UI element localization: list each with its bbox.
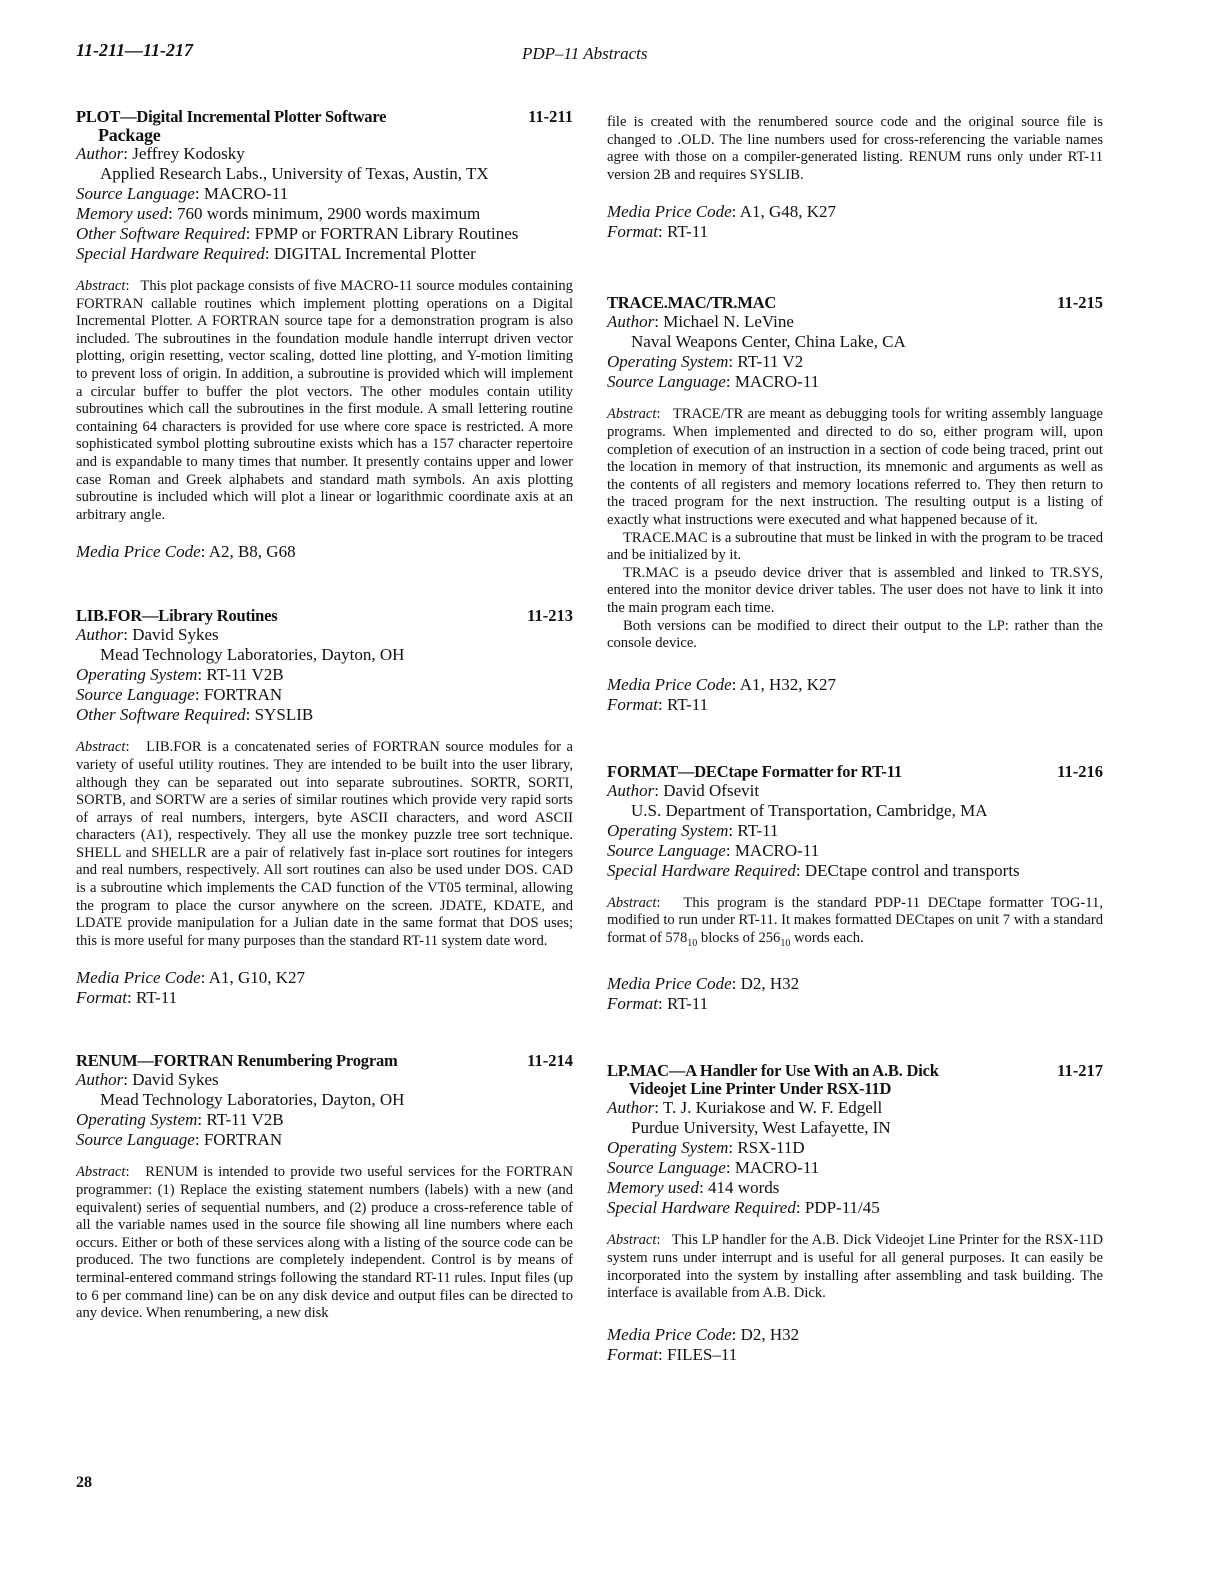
abstract-label: Abstract (607, 406, 657, 423)
special-hardware-label: Special Hardware Required (607, 1198, 796, 1218)
author-value: David Sykes (132, 1070, 219, 1090)
special-hardware-value: PDP-11/45 (804, 1198, 880, 1218)
media-label: Media Price Code (76, 968, 201, 988)
media-price-code: Media Price Code: A1, G48, K27 (607, 202, 837, 222)
entry-meta: Author: Jeffrey Kodosky Applied Research Labs., University of Texas, Austin, TX Source Language: MACRO-11 Memory used: 760 words minimum, 2900 words maximum Other Software Required: FPMP or FORTRAN Library Routines Special Hardware Required: DIGITAL Incremental Plotter (76, 144, 573, 264)
media-price-code: Media Price Code: A1, H32, K27 (607, 674, 837, 694)
format: Format: RT-11 (607, 994, 709, 1014)
format-label: Format (607, 222, 658, 242)
affiliation: U.S. Department of Transportation, Cambridge, MA (631, 800, 988, 820)
abstract-text: LIB.FOR is a concatenated series of FORTRAN source modules for a variety of useful utility routines. They are intended to be built into the user library, although they can be separated out into separate subroutines. SORTR, SORTI, SORTB, and SORTW are a series of similar routines which provide very rapid sorts of arrays of real numbers, intergers, byte ASCII characters, and word ASCII characters (A1), respectively. They all use the monkey puzzle tree sort technique. SHELL and SHELLR are a pair of relatively fast in-place sort routines for integers and real numbers, respectively. All sort routines can also be used under DOS. CAD is a subroutine which implements the CAD function of the VT05 terminal, allowing the program to place the cursor anywhere on the screen. JDATE, KDATE, and LDATE provide manipulation for a Julian date in the same format that DOS uses; this is more useful for many purposes than the standard RT-11 system date word. (76, 739, 574, 949)
format-label: Format (607, 1344, 658, 1364)
abstract-label: Abstract (76, 278, 126, 294)
special-hardware-label: Special Hardware Required (607, 860, 796, 880)
media-price-code: Media Price Code: A1, G10, K27 (76, 968, 306, 988)
format-value: RT-11 (666, 694, 709, 714)
operating-system-label: Operating System (76, 665, 198, 685)
memory-used-label: Memory used (76, 204, 169, 223)
running-header-title: PDP–11 Abstracts (522, 44, 648, 63)
source-language-label: Source Language (607, 1158, 726, 1178)
special-hardware-value: DECtape control and transports (804, 860, 1020, 880)
media-label: Media Price Code (607, 674, 732, 694)
entry-number: 11-216 (1057, 761, 1103, 781)
operating-system-value: RT-11 (737, 820, 779, 840)
subscript-base: 10 (780, 937, 791, 949)
entry-meta: Author: David Sykes Mead Technology Laboratories, Dayton, OH Operating System: RT-11 V2B Source Language: FORTRAN (76, 1070, 573, 1150)
source-language-value: MACRO-11 (734, 372, 820, 392)
entry-number: 11-213 (527, 606, 573, 626)
media-value: D2, H32 (740, 974, 800, 994)
operating-system-value: RT-11 V2B (206, 1110, 284, 1130)
author-value: Michael N. LeVine (663, 312, 794, 332)
abstract: Abstract: This LP handler for the A.B. Dick Videojet Line Printer for the RSX-11D system runs under interrupt and is useful for all general purposes. It can easily be incorporated into the system by installing after assembling and task building. The interface is available from A.B. Dick. (607, 1232, 1103, 1302)
media-label: Media Price Code (607, 974, 732, 994)
entry-title-line1: PLOT—Digital Incremental Plotter Software (76, 107, 387, 126)
entry-11-214-continued (607, 114, 1103, 242)
entry-number: 11-217 (1057, 1061, 1103, 1081)
abstract: Abstract: This program is the standard PDP-11 DECtape formatter TOG-11, modified to run under RT-11. It makes formatted DECtapes on unit 7 with a standard format of $578_{10}$ blocks of $256_{10}$ words each. (607, 894, 1103, 949)
entry-title (607, 1062, 939, 1098)
entry-meta: Author: T. J. Kuriakose and W. F. Edgell Purdue University, West Lafayette, IN Operating System: RSX-11D Source Language: MACRO-11 Memory used: 414 words Special Hardware Required: PDP-11/45 (607, 1098, 1103, 1218)
media-label: Media Price Code (607, 1324, 732, 1344)
source-language-label: Source Language (76, 184, 195, 203)
page-number: 28 (76, 1474, 92, 1491)
author-value: T. J. Kuriakose and W. F. Edgell (662, 1098, 883, 1118)
author-label: Author (76, 144, 124, 163)
other-software-label: Other Software Required (76, 705, 246, 725)
operating-system-label: Operating System (76, 1110, 198, 1130)
entry-11-211 (76, 108, 573, 562)
author-value: David Sykes (132, 625, 219, 645)
abstract-text-c: words each. (790, 929, 864, 946)
running-header-range: 11-211—11-217 (76, 40, 194, 60)
media-label: Media Price Code (76, 542, 201, 562)
format-label: Format (76, 988, 127, 1008)
media-price-code: Media Price Code: A2, B8, G68 (76, 542, 296, 562)
operating-system-value: RT-11 V2 (737, 352, 804, 372)
operating-system-value: RSX-11D (737, 1138, 805, 1158)
format-label: Format (607, 694, 658, 714)
abstract-text-b: blocks of 256 (697, 929, 781, 946)
source-language-value: MACRO-11 (734, 1158, 820, 1178)
format-value: RT-11 (666, 994, 709, 1014)
entry-11-216 (607, 763, 1103, 1015)
abstract-label: Abstract (76, 1164, 126, 1181)
media-price-code: Media Price Code: D2, H32 (607, 974, 800, 994)
abstract: Abstract: TRACE/TR are meant as debugging tools for writing assembly language programs. When implemented and directed to do so, either program will, upon completion of execution of an instruction in a section of code being traced, print out the location in memory of that instruction, its mnemonic and arguments as well as the contents of all registers and memory locations referred to. They then return to the traced program for the next instruction. The resulting output is a listing of exactly what instructions were executed and what happened because of it. TRACE.MAC is a subroutine that must be linked in with the program to be traced and be initialized by it. TR.MAC is a pseudo device driver that is assembled and linked to TR.SYS, entered into the monitor device driver tables. The user does not have to link it into the main program each time. Both versions can be modified to direct their output to the LP: rather than the console device. (607, 406, 1103, 652)
affiliation: Applied Research Labs., University of Texas, Austin, TX (100, 164, 489, 183)
abstract: Abstract: RENUM is intended to provide two useful services for the FORTRAN programmer: (1) Replace the existing statement numbers (labels) with a new (and equivalent) series of sequential numbers, and (2) produce a cross-reference table of all the variable names used in the source file showing all line numbers where each occurs. Either or both of these services along with a listing of the source code can be produced. The two functions are completely independent. Control is by means of terminal-entered command strings following the standard RT-11 rules. Input files (up to 6 per command line) can be on any disk device and output files can be directed to any device. When renumbering, a new disk (76, 1164, 573, 1322)
memory-used-label: Memory used (607, 1178, 700, 1198)
media-value: A1, H32, K27 (739, 674, 837, 694)
author-label: Author (607, 780, 655, 800)
entry-title-line2: Package (98, 125, 161, 145)
abstract-paragraph-2: TRACE.MAC is a subroutine that must be linked in with the program to be traced and be initialized by it. (607, 529, 1103, 564)
media-value: A1, G48, K27 (739, 202, 837, 222)
abstract-paragraph-4: Both versions can be modified to direct their output to the LP: rather than the console device. (607, 617, 1103, 652)
source-language-label: Source Language (607, 840, 726, 860)
author-label: Author (76, 1070, 124, 1090)
entry-meta: Author: David Sykes Mead Technology Laboratories, Dayton, OH Operating System: RT-11 V2B Source Language: FORTRAN Other Software Required: SYSLIB (76, 625, 573, 725)
other-software-label: Other Software Required (76, 224, 246, 243)
abstract-text: TRACE/TR are meant as debugging tools for writing assembly language programs. When implemented and directed to do so, either program will, upon completion of execution of an instruction in a section of code being traced, print out the location in memory of that instruction, its mnemonic and arguments as well as the contents of all registers and memory locations referred to. They then return to the traced program for the next instruction. The resulting output is a listing of exactly what instructions were executed and what happened because of it. (607, 406, 1103, 528)
special-hardware-label: Special Hardware Required (76, 244, 265, 263)
entry-title-line2: Videojet Line Printer Under RSX-11D (629, 1079, 892, 1099)
memory-used-value: 414 words (708, 1178, 780, 1198)
abstract-text: This LP handler for the A.B. Dick Videojet Line Printer for the RSX-11D system runs under interrupt and is useful for all general purposes. It can easily be incorporated into the system by installing after assembling and task building. The interface is available from A.B. Dick. (607, 1232, 1103, 1302)
abstract: Abstract: This plot package consists of five MACRO-11 source modules containing FORTRAN callable routines which implement plotting operations on a Digital Incremental Plotter. A FORTRAN source tape for a demonstration program is also included. The subroutines in the foundation module handle interrupt driven vector plotting, origin resetting, vector scaling, dotted line plotting, and Y-motion limiting to prevent loss of origin. In addition, a subroutine is provided which will implement a circular buffer to buffer the plot vectors. The other modules contain utility subroutines which call the subroutines in the first module. A small lettering routine containing 64 characters is provided for use where core space is restricted. A more sophisticated symbol plotting subroutine exists which has a 157 character repertoire and is expandable to many times that number. It presently contains upper and lower case Roman and Greek alphabets and standard math symbols. An axis plotting subroutine is included which will plot a linear or logarithmic coordinate axis at an arbitrary angle. (76, 278, 573, 523)
media-value: D2, H32 (740, 1324, 800, 1344)
abstract-text: This plot package consists of five MACRO-11 source modules containing FORTRAN callable routines which implement plotting operations on a Digital Incremental Plotter. A FORTRAN source tape for a demonstration program is also included. The subroutines in the foundation module handle interrupt driven vector plotting, origin resetting, vector scaling, dotted line plotting, and Y-motion limiting to prevent loss of origin. In addition, a subroutine is provided which will implement a circular buffer to buffer the plot vectors. The other modules contain utility subroutines which call the subroutines in the first module. A small lettering routine containing 64 characters is provided for use where core space is restricted. A more sophisticated symbol plotting subroutine exists which has a 157 character repertoire and is expandable to many times that number. It presently contains upper and lower case Roman and Greek alphabets and standard math symbols. An axis plotting subroutine is included which will plot a linear or logarithmic coordinate axis at an arbitrary angle. (76, 278, 573, 523)
other-software-value: SYSLIB (254, 705, 314, 725)
entry-title: LIB.FOR—Library Routines (76, 606, 278, 626)
format-value: FILES–11 (666, 1344, 738, 1364)
format: Format: RT-11 (607, 694, 709, 714)
entry-title: RENUM—FORTRAN Renumbering Program (76, 1051, 398, 1071)
memory-used-value: 760 words minimum, 2900 words maximum (177, 204, 481, 223)
operating-system-value: RT-11 V2B (206, 665, 284, 685)
format-value: RT-11 (666, 222, 709, 242)
right-column (607, 114, 1103, 1365)
format-label: Format (607, 994, 658, 1014)
source-language-label: Source Language (76, 685, 195, 705)
abstract-continuation (607, 114, 1103, 184)
abstract-label: Abstract (607, 894, 657, 911)
media-price-code: Media Price Code: D2, H32 (607, 1324, 800, 1344)
entry-title: TRACE.MAC/TR.MAC (607, 293, 777, 313)
format: Format: RT-11 (607, 222, 709, 242)
media-value: A2, B8, G68 (208, 542, 296, 562)
abstract-label: Abstract (76, 739, 126, 756)
author-label: Author (607, 1098, 655, 1118)
operating-system-label: Operating System (607, 352, 729, 372)
entry-number: 11-215 (1057, 293, 1103, 313)
format: Format: RT-11 (76, 988, 178, 1008)
entry-meta: Author: David Ofsevit U.S. Department of Transportation, Cambridge, MA Operating System: RT-11 Source Language: MACRO-11 Special Hardware Required: DECtape control and transports (607, 781, 1103, 881)
entry-meta: Author: Michael N. LeVine Naval Weapons Center, China Lake, CA Operating System: RT-11 V2 Source Language: MACRO-11 (607, 312, 1103, 392)
author-value: David Ofsevit (663, 780, 760, 800)
entry-11-214 (76, 1052, 573, 1322)
entry-number: 11-214 (527, 1051, 573, 1071)
special-hardware-value: DIGITAL Incremental Plotter (273, 244, 476, 263)
abstract-text-a: This program is the standard PDP-11 DECtape formatter TOG-11, modified to run under RT-11. It makes formatted DECtapes on unit 7 with a standard format of 578 (607, 894, 1103, 946)
author-label: Author (607, 312, 655, 332)
abstract-text: file is created with the renumbered source code and the original source file is changed to .OLD. The line numbers used for cross-referencing the variable names agree with those on a compiler-generated listing. RENUM runs only under RT-11 version 2B and requires SYSLIB. (607, 114, 1103, 183)
format: Format: FILES–11 (607, 1344, 738, 1364)
affiliation: Mead Technology Laboratories, Dayton, OH (100, 645, 405, 665)
subscript-base: 10 (687, 937, 698, 949)
entry-11-217 (607, 1062, 1103, 1364)
affiliation: Naval Weapons Center, China Lake, CA (631, 332, 906, 352)
author-value: Jeffrey Kodosky (132, 144, 245, 163)
abstract-text: RENUM is intended to provide two useful services for the FORTRAN programmer: (1) Replace the existing statement numbers (labels) with a new (and equivalent) series of sequential numbers, and (2) produce a cross-reference table of all the variable names used in the source file showing all line numbers where each occurs. Either or both of these services along with a listing of the source code can be produced. The two functions are completely independent. Control is by means of terminal-entered command strings following the standard RT-11 rules. Input files (up to 6 per command line) can be on any disk device and output files can be directed to any device. When renumbering, a new disk (76, 1164, 573, 1322)
media-value: A1, G10, K27 (208, 968, 306, 988)
entry-title-line1: LP.MAC—A Handler for Use With an A.B. Dick (607, 1061, 939, 1081)
left-column (76, 108, 573, 1323)
source-language-value: MACRO-11 (734, 840, 820, 860)
source-language-label: Source Language (607, 372, 726, 392)
media-label: Media Price Code (607, 202, 732, 222)
operating-system-label: Operating System (607, 1138, 729, 1158)
entry-number: 11-211 (528, 107, 573, 126)
abstract-paragraph-3: TR.MAC is a pseudo device driver that is assembled and linked to TR.SYS, entered into the monitor device driver tables. The user does not have to link it into the main program each time. (607, 564, 1103, 616)
affiliation: Mead Technology Laboratories, Dayton, OH (100, 1090, 405, 1110)
affiliation: Purdue University, West Lafayette, IN (631, 1118, 891, 1138)
entry-11-215 (607, 294, 1103, 714)
operating-system-label: Operating System (607, 820, 729, 840)
source-language-value: FORTRAN (203, 1130, 283, 1150)
entry-title: FORMAT—DECtape Formatter for RT-11 (607, 761, 902, 781)
author-label: Author (76, 625, 124, 645)
source-language-value: FORTRAN (203, 685, 283, 705)
source-language-label: Source Language (76, 1130, 195, 1150)
other-software-value: FPMP or FORTRAN Library Routines (254, 224, 519, 243)
entry-title (76, 108, 386, 144)
abstract: Abstract: LIB.FOR is a concatenated series of FORTRAN source modules for a variety of useful utility routines. They are intended to be built into the user library, although they can be separated out into separate subroutines. SORTR, SORTI, SORTB, and SORTW are a series of similar routines which provide very rapid sorts of arrays of real numbers, intergers, byte ASCII characters, and word ASCII characters (A1), respectively. They all use the monkey puzzle tree sort technique. SHELL and SHELLR are a pair of relatively fast in-place sort routines for integers and real numbers, respectively. All sort routines can also be used under DOS. CAD is a subroutine which implements the CAD function of the VT05 terminal, allowing the program to place the cursor anywhere on the screen. JDATE, KDATE, and LDATE provide manipulation for a Julian date in the same format that DOS uses; this is more useful for many purposes than the standard RT-11 system date word. (76, 739, 574, 949)
entry-11-213 (76, 607, 573, 1008)
abstract-label: Abstract (607, 1232, 657, 1249)
source-language-value: MACRO-11 (203, 184, 289, 203)
format-value: RT-11 (135, 988, 178, 1008)
